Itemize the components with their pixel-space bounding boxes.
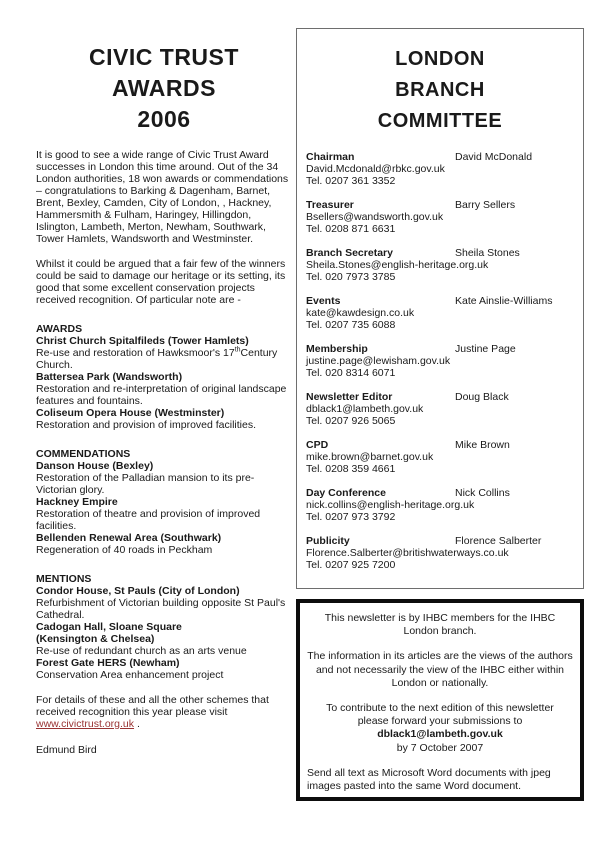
award-item-desc-text: Century Church. [36, 347, 278, 371]
commendation-item-name: Hackney Empire [36, 496, 118, 508]
mention-item-desc: Re-use of redundant church as an arts venue [36, 645, 247, 657]
member-tel: Tel. 0207 735 6088 [306, 319, 396, 331]
member-name: Nick Collins [455, 487, 510, 499]
committee-title-line3: COMMITTEE [377, 110, 503, 132]
member-email: Bsellers@wandsworth.gov.uk [306, 211, 444, 223]
award-item-desc-text: Re-use and restoration of Hawksmoor's 17 [36, 347, 235, 359]
mention-item-name-line2: (Kensington & Chelsea) [36, 633, 155, 645]
notice-format-instructions: Send all text as Microsoft Word documents with jpeg images pasted into the same Word document. [307, 766, 551, 793]
award-item [36, 407, 292, 431]
award-item-desc: Restoration and provision of improved facilities. [36, 419, 257, 431]
committee-member-day-conference [306, 487, 574, 523]
mention-item-name: Forest Gate HERS (Newham) [36, 657, 180, 669]
member-name: David McDonald [455, 151, 533, 163]
committee-title-line2: BRANCH [395, 79, 485, 101]
member-email: dblack1@lambeth.gov.uk [306, 403, 424, 415]
section-commendations [36, 448, 292, 556]
member-tel: Tel. 0208 871 6631 [306, 223, 396, 235]
newsletter-notice-box [296, 599, 584, 801]
member-role: Events [306, 295, 341, 307]
mention-item-desc: Refurbishment of Victorian building opposite St Paul's Cathedral. [36, 597, 286, 621]
article-title-line1: CIVIC TRUST [89, 44, 239, 70]
article-title-line2: AWARDS [112, 75, 216, 101]
committee-member-membership [306, 343, 574, 379]
member-name: Barry Sellers [455, 199, 516, 211]
award-item [36, 335, 292, 371]
committee-member-chairman [306, 151, 574, 187]
member-role: Membership [306, 343, 368, 355]
commendation-item-desc: Restoration of theatre and provision of improved facilities. [36, 508, 261, 532]
member-tel: Tel. 0207 926 5065 [306, 415, 396, 427]
committee-title [306, 44, 574, 137]
commendation-item [36, 496, 292, 532]
member-role: Newsletter Editor [306, 391, 393, 403]
details-text-after: . [134, 718, 140, 730]
member-tel: Tel. 0207 925 7200 [306, 559, 396, 571]
notice-disclaimer: The information in its articles are the views of the authors and not necessarily the view of the IHBC either within London or nationally. [307, 650, 573, 689]
mention-item-desc: Conservation Area enhancement project [36, 669, 224, 681]
commendation-item [36, 460, 292, 496]
section-commendations-heading: COMMENDATIONS [36, 448, 131, 460]
commendation-item-desc: Restoration of the Palladian mansion to its pre-Victorian glory. [36, 472, 255, 496]
mention-item [36, 585, 292, 621]
award-item-name: Christ Church Spitalfileds (Tower Hamlets) [36, 335, 249, 347]
member-name: Sheila Stones [455, 247, 520, 259]
committee-member-treasurer [306, 199, 574, 235]
member-tel: Tel. 020 8314 6071 [306, 367, 396, 379]
committee-member-publicity [306, 535, 574, 571]
member-email: Sheila.Stones@english-heritage.org.uk [306, 259, 489, 271]
member-name: Mike Brown [455, 439, 510, 451]
commendation-item-name: Danson House (Bexley) [36, 460, 154, 472]
member-email: nick.collins@english-heritage.org.uk [306, 499, 475, 511]
award-item-name: Coliseum Opera House (Westminster) [36, 407, 225, 419]
civictrust-link[interactable]: www.civictrust.org.uk [36, 718, 135, 730]
details-text-before: For details of these and all the other schemes that received recognition this year please visit [36, 694, 269, 718]
committee-member-events [306, 295, 574, 331]
commendation-item [36, 532, 292, 556]
mention-item-name: Condor House, St Pauls (City of London) [36, 585, 240, 597]
member-name: Justine Page [455, 343, 516, 355]
notice-deadline: by 7 October 2007 [396, 741, 484, 754]
committee-member-branch-secretary [306, 247, 574, 283]
member-role: Branch Secretary [306, 247, 393, 259]
ordinal-superscript: th [234, 346, 241, 354]
award-item [36, 371, 292, 407]
member-tel: Tel. 0207 973 3792 [306, 511, 396, 523]
award-item-name: Battersea Park (Wandsworth) [36, 371, 183, 383]
section-mentions [36, 573, 292, 681]
member-role: CPD [306, 439, 329, 451]
committee-title-line1: LONDON [395, 48, 485, 70]
notice-about: This newsletter is by IHBC members for the IHBC London branch. [324, 612, 556, 638]
section-awards-heading: AWARDS [36, 323, 83, 335]
comment-paragraph: Whilst it could be argued that a fair few of the winners could be said to damage our heritage or its setting, its good that some excellent conservation projects received recognition. Of particular note are - [36, 258, 286, 306]
committee-member-newsletter-editor [306, 391, 574, 427]
member-name: Doug Black [455, 391, 509, 403]
section-mentions-heading: MENTIONS [36, 573, 92, 585]
member-name: Kate Ainslie-Williams [455, 295, 553, 307]
commendation-item-desc: Regeneration of 40 roads in Peckham [36, 544, 213, 556]
member-tel: Tel. 0208 359 4661 [306, 463, 396, 475]
notice-contribute [307, 702, 573, 755]
member-role: Chairman [306, 151, 355, 163]
award-item-desc [36, 347, 292, 371]
member-email: Florence.Salberter@britishwaterways.co.uk [306, 547, 509, 559]
member-role: Day Conference [306, 487, 386, 499]
member-email: justine.page@lewisham.gov.uk [306, 355, 451, 367]
mention-item [36, 621, 292, 657]
mention-item-name: Cadogan Hall, Sloane Square [36, 621, 182, 633]
member-tel: Tel. 020 7973 3785 [306, 271, 396, 283]
member-role: Publicity [306, 535, 350, 547]
member-name: Florence Salberter [455, 535, 542, 547]
notice-contribute-line1: To contribute to the next edition of this newsletter [326, 702, 554, 715]
article-title [36, 34, 292, 135]
awards-article [36, 34, 292, 756]
notice-submission-email: dblack1@lambeth.gov.uk [377, 728, 503, 741]
article-title-line3: 2006 [137, 106, 191, 132]
intro-paragraph: It is good to see a wide range of Civic Trust Award successes in London this time around. Out of the 34 London authorities, 18 won awards or commendations – congratulations to Barking & Dagenham, Barnet, Brent, Bexley, Camden, City of London, , Hackney, Hammersmith & Fulham, Haringey, Hillingdon, Islington, Lambeth, Merton, Newham, Southwark, Tower Hamlets, Wandsworth and Westminster. [36, 149, 289, 245]
notice-contribute-line2: please forward your submissions to [357, 715, 523, 728]
section-awards [36, 323, 292, 431]
committee-box [296, 28, 584, 589]
member-email: kate@kawdesign.co.uk [306, 307, 415, 319]
mention-item [36, 657, 292, 681]
committee-member-cpd [306, 439, 574, 475]
member-email: mike.brown@barnet.gov.uk [306, 451, 434, 463]
member-email: David.Mcdonald@rbkc.gov.uk [306, 163, 445, 175]
award-item-desc: Restoration and re-interpretation of original landscape features and fountains. [36, 383, 287, 407]
author-signature: Edmund Bird [36, 744, 97, 756]
commendation-item-name: Bellenden Renewal Area (Southwark) [36, 532, 222, 544]
details-paragraph [36, 694, 292, 730]
member-tel: Tel. 0207 361 3352 [306, 175, 396, 187]
member-role: Treasurer [306, 199, 354, 211]
